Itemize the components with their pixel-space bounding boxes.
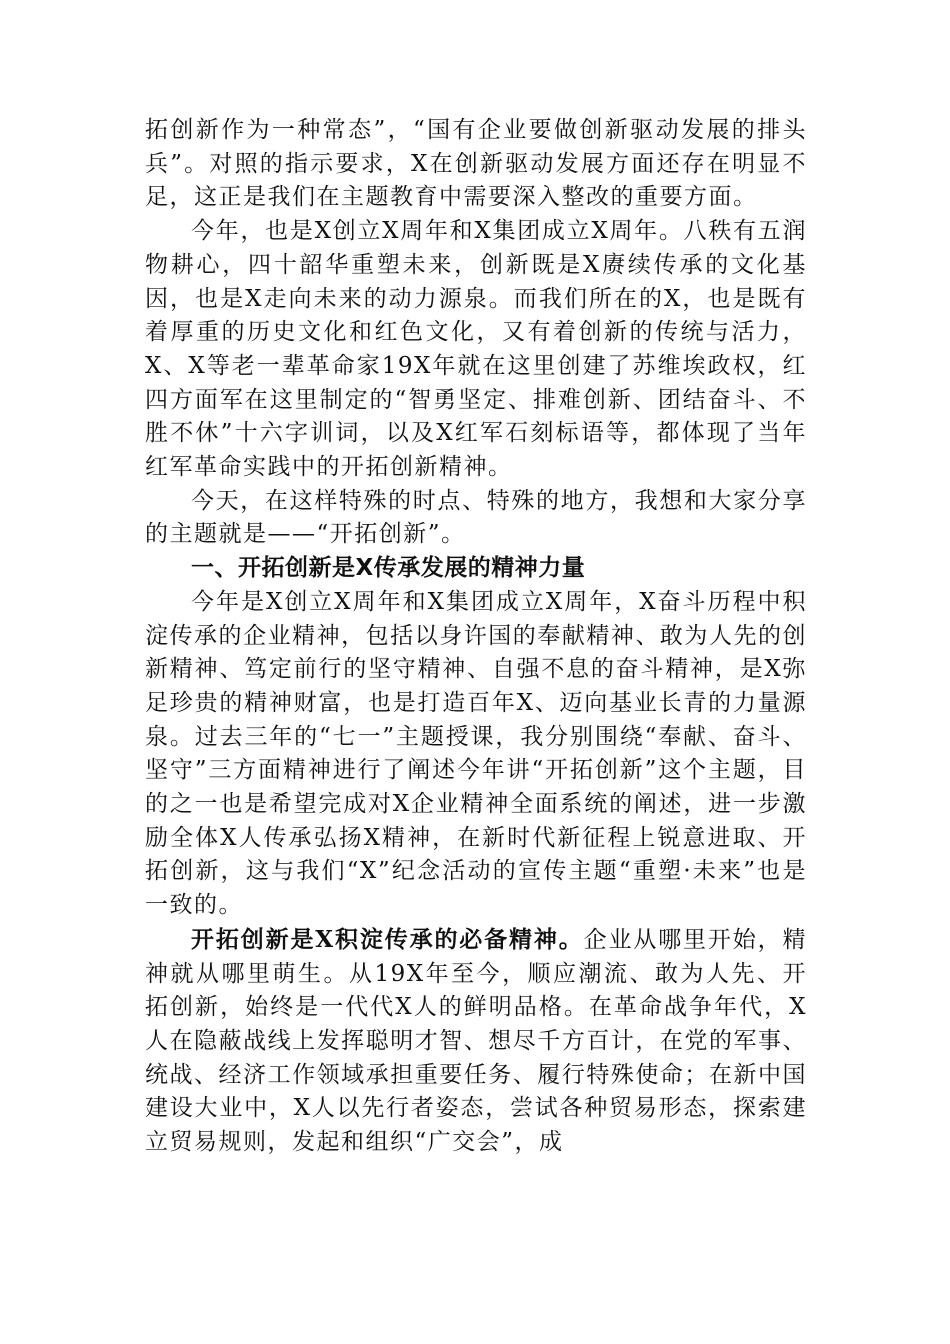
paragraph-continuation: 拓创新作为一种常态”，“国有企业要做创新驱动发展的排头兵”。对照的指示要求，X在创新驱动发展方面还存在明显不足，这正是我们在主题教育中需要深入整改的重要方面。 [145, 117, 807, 211]
document-body [145, 114, 807, 1160]
paragraph-body-text: 企业从哪里开始，精神就从哪里萌生。从19X年至今，顺应潮流、敢为人先、开拓创新，始终是一代代X人的鲜明品格。在革命战争年代，X人在隐蔽战线上发挥聪明才智、想尽千方百计，在党的军事、统战、经济工作领域承担重要任务、履行特殊使命；在新中国建设大业中，X人以先行者姿态，尝试各种贸易形态，探索建立贸易规则，发起和组织“广交会”，成 [145, 926, 807, 1156]
section-heading-1: 一、开拓创新是X传承发展的精神力量 [191, 555, 586, 582]
paragraph-theme: 今天，在这样特殊的时点、特殊的地方，我想和大家分享的主题就是——“开拓创新”。 [145, 487, 807, 548]
paragraph-anniversary: 今年，也是X创立X周年和X集团成立X周年。八秩有五润物耕心，四十韶华重塑未来，创新既是X赓续传承的文化基因，也是X走向未来的动力源泉。而我们所在的X，也是既有着厚重的历史文化和红色文化，又有着创新的传统与活力，X、X等老一辈革命家19X年就在这里创建了苏维埃政权，红四方面军在这里制定的“智勇坚定、排难创新、团结奋斗、不胜不休”十六字训词，以及X红军石刻标语等，都体现了当年红军革命实践中的开拓创新精神。 [145, 218, 807, 481]
paragraph-necessary-spirit [145, 923, 807, 1160]
paragraph-lead-sentence: 开拓创新是X积淀传承的必备精神。 [191, 925, 584, 953]
paragraph-enterprise-spirit: 今年是X创立X周年和X集团成立X周年，X奋斗历程中积淀传承的企业精神，包括以身许国的奉献精神、敢为人先的创新精神、笃定前行的坚守精神、自强不息的奋斗精神，是X弥足珍贵的精神财富，也是打造百年X、迈向基业长青的力量源泉。过去三年的“七一”主题授课，我分别围绕“奉献、奋斗、坚守”三方面精神进行了阐述今年讲“开拓创新”这个主题，目的之一也是希望完成对X企业精神全面系统的阐述，进一步激励全体X人传承弘扬X精神，在新时代新征程上锐意进取、开拓创新，这与我们“X”纪念活动的宣传主题“重塑·未来”也是一致的。 [145, 588, 807, 919]
